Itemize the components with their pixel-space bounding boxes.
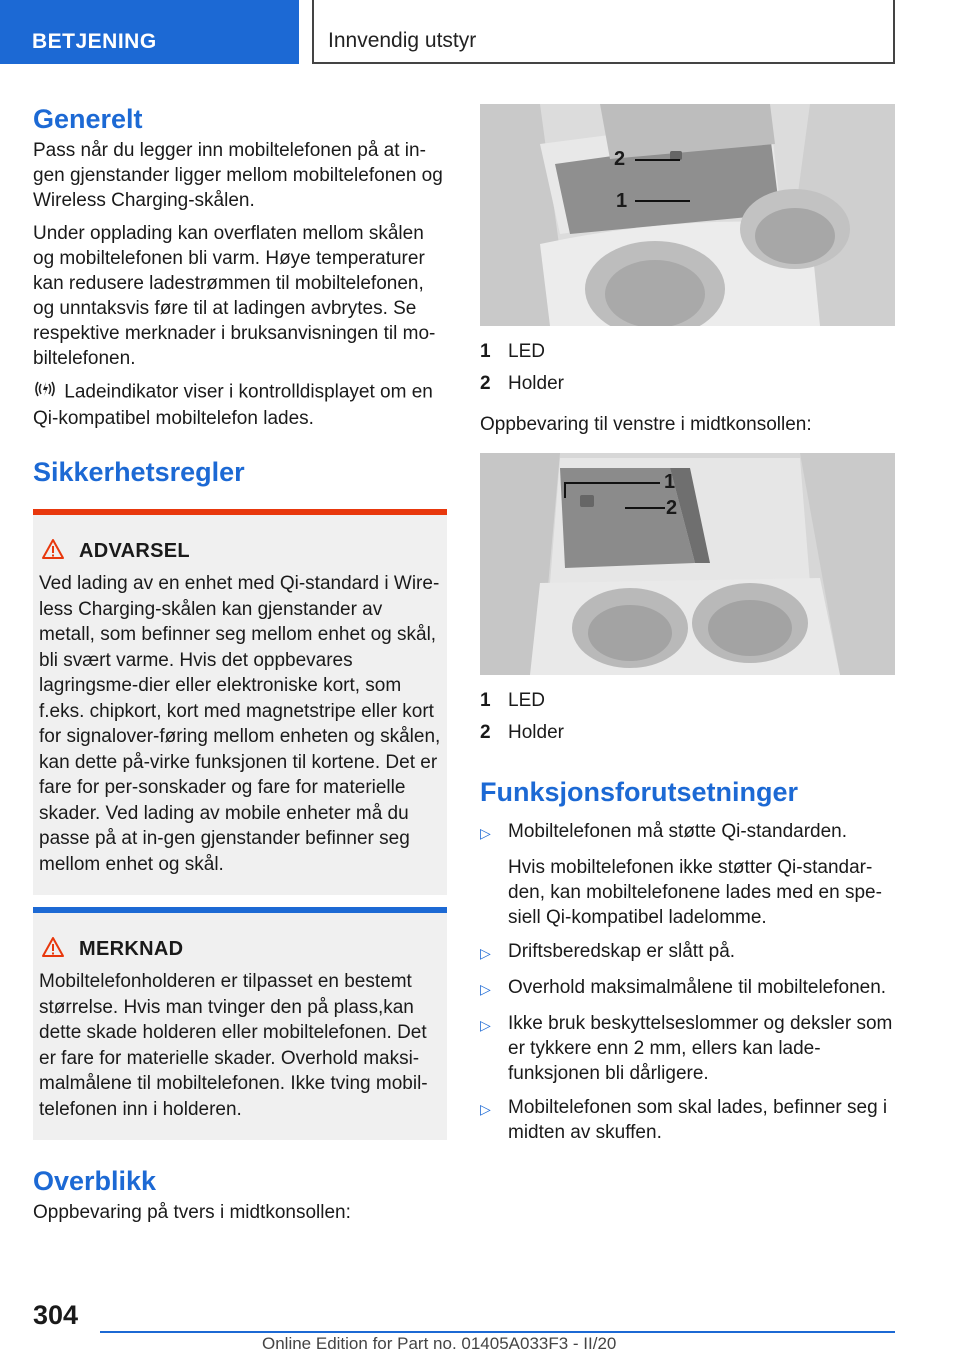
chapter-label: Innvendig utstyr <box>328 29 477 52</box>
callout-1: 1 <box>664 471 676 493</box>
legend-label: LED <box>508 690 545 711</box>
generelt-paragraph-3 <box>33 379 447 431</box>
heading-sikkerhetsregler: Sikkerhetsregler <box>33 457 245 487</box>
charging-indicator-icon <box>33 379 59 406</box>
warning-box <box>33 509 447 895</box>
heading-generelt: Generelt <box>33 104 143 134</box>
charging-indicator-text: Ladeindikator viser i kontrolldisplayet om en Qi-kompatibel mobiltelefon lades. <box>33 381 433 429</box>
warning-label: ADVARSEL <box>79 539 190 562</box>
list-item <box>480 1011 895 1086</box>
edition-note: Online Edition for Part no. 01405A033F3 - II/20 <box>262 1334 617 1353</box>
bullet-triangle-icon: ▷ <box>480 945 491 961</box>
chapter-header <box>312 0 895 64</box>
bullet-triangle-icon: ▷ <box>480 1017 491 1033</box>
list-item-text: Driftsberedskap er slått på. <box>508 941 736 962</box>
footer-divider <box>100 1331 895 1333</box>
generelt-paragraph-1: Pass når du legger inn mobiltelefonen på at in-gen gjenstander ligger mellom mobiltelefonen og Wireless Charging-skålen. <box>33 140 443 211</box>
legend-item <box>480 717 895 749</box>
section-label: BETJENING <box>32 30 157 53</box>
warning-text: Ved lading av en enhet med Qi-standard i Wire-less Charging-skålen kan gjenstander av metall, som befinner seg mellom enhet og skål, bli svært varme. Hvis det oppbevares lagringsme-dier eller elektroniske kort, som f.eks. chipkort, kort med magnetstripe eller kort for signalover-føring mellom enheten og skålen, kan dette på-virke funksjonen til kortene. Det er fare for per-sonskader og fare for materielle skader. Ved lading av mobile enheter må du passe på at in-gen gjenstander befinner seg mellom enhet og skål. <box>39 573 441 875</box>
notice-label: MERKNAD <box>79 937 184 960</box>
right-column <box>480 104 895 1154</box>
callout-2: 2 <box>614 148 626 170</box>
list-item <box>480 939 895 966</box>
list-item-text: Overhold maksimalmålene til mobiltelefonen. <box>508 977 887 998</box>
list-item <box>480 819 895 846</box>
console-photo-transverse <box>480 104 895 326</box>
left-column <box>33 102 447 1225</box>
legend-item <box>480 336 895 368</box>
warning-triangle-icon <box>41 538 65 565</box>
legend-item <box>480 368 895 400</box>
list-item <box>480 1095 895 1145</box>
legend-item <box>480 685 895 717</box>
notice-triangle-icon <box>41 936 65 963</box>
legend-number: 2 <box>480 722 491 743</box>
list-item-text: Mobiltelefonen må støtte Qi-standarden. <box>508 821 848 842</box>
legend-label: Holder <box>508 722 564 743</box>
console-photo-left <box>480 453 895 675</box>
callout-1: 1 <box>616 190 628 212</box>
overblikk-intro: Oppbevaring på tvers i midtkonsollen: <box>33 1202 351 1223</box>
left-storage-intro: Oppbevaring til venstre i midtkonsollen: <box>480 414 812 435</box>
requirements-list <box>480 819 895 1145</box>
legend-number: 1 <box>480 690 491 711</box>
section-tab <box>0 0 299 64</box>
generelt-paragraph-2: Under opplading kan overflaten mellom skålen og mobiltelefonen bli varm. Høye temperaturer kan redusere ladestrømmen til mobiltelefonen, og unntaksvis føre til at ladingen avbrytes. Se respektive merknader i bruksanvisningen til mo-biltelefonen. <box>33 223 436 369</box>
notice-text: Mobiltelefonholderen er tilpasset en bestemt størrelse. Hvis man tvinger den på plass,kan dette skade holderen eller mobiltelefonen. Det er fare for materielle skader. Overhold maksi-malmålene til mobiltelefonen. Ikke tving mobil-telefonen inn i holderen. <box>39 971 428 1120</box>
notice-box <box>33 907 447 1140</box>
figure2-legend <box>480 685 895 749</box>
legend-number: 1 <box>480 341 491 362</box>
legend-number: 2 <box>480 373 491 394</box>
legend-label: LED <box>508 341 545 362</box>
page-number: 304 <box>33 1300 79 1330</box>
list-item-text: Ikke bruk beskyttelseslommer og deksler som er tykkere enn 2 mm, ellers kan lade-funksjonen bli dårligere. <box>508 1013 893 1084</box>
bullet-triangle-icon: ▷ <box>480 981 491 997</box>
figure1-legend <box>480 336 895 400</box>
heading-funksjonsforutsetninger: Funksjonsforutsetninger <box>480 777 799 807</box>
callout-2: 2 <box>666 497 678 519</box>
list-item <box>480 975 895 1002</box>
bullet-triangle-icon: ▷ <box>480 825 491 841</box>
bullet-triangle-icon: ▷ <box>480 1101 491 1117</box>
legend-label: Holder <box>508 373 564 394</box>
heading-overblikk: Overblikk <box>33 1166 157 1196</box>
list-item-text: Mobiltelefonen som skal lades, befinner seg i midten av skuffen. <box>508 1097 888 1143</box>
list-item-subtext: Hvis mobiltelefonen ikke støtter Qi-standar-den, kan mobiltelefonene lades med en spe-siell Qi-kompatibel ladelomme. <box>508 857 882 928</box>
